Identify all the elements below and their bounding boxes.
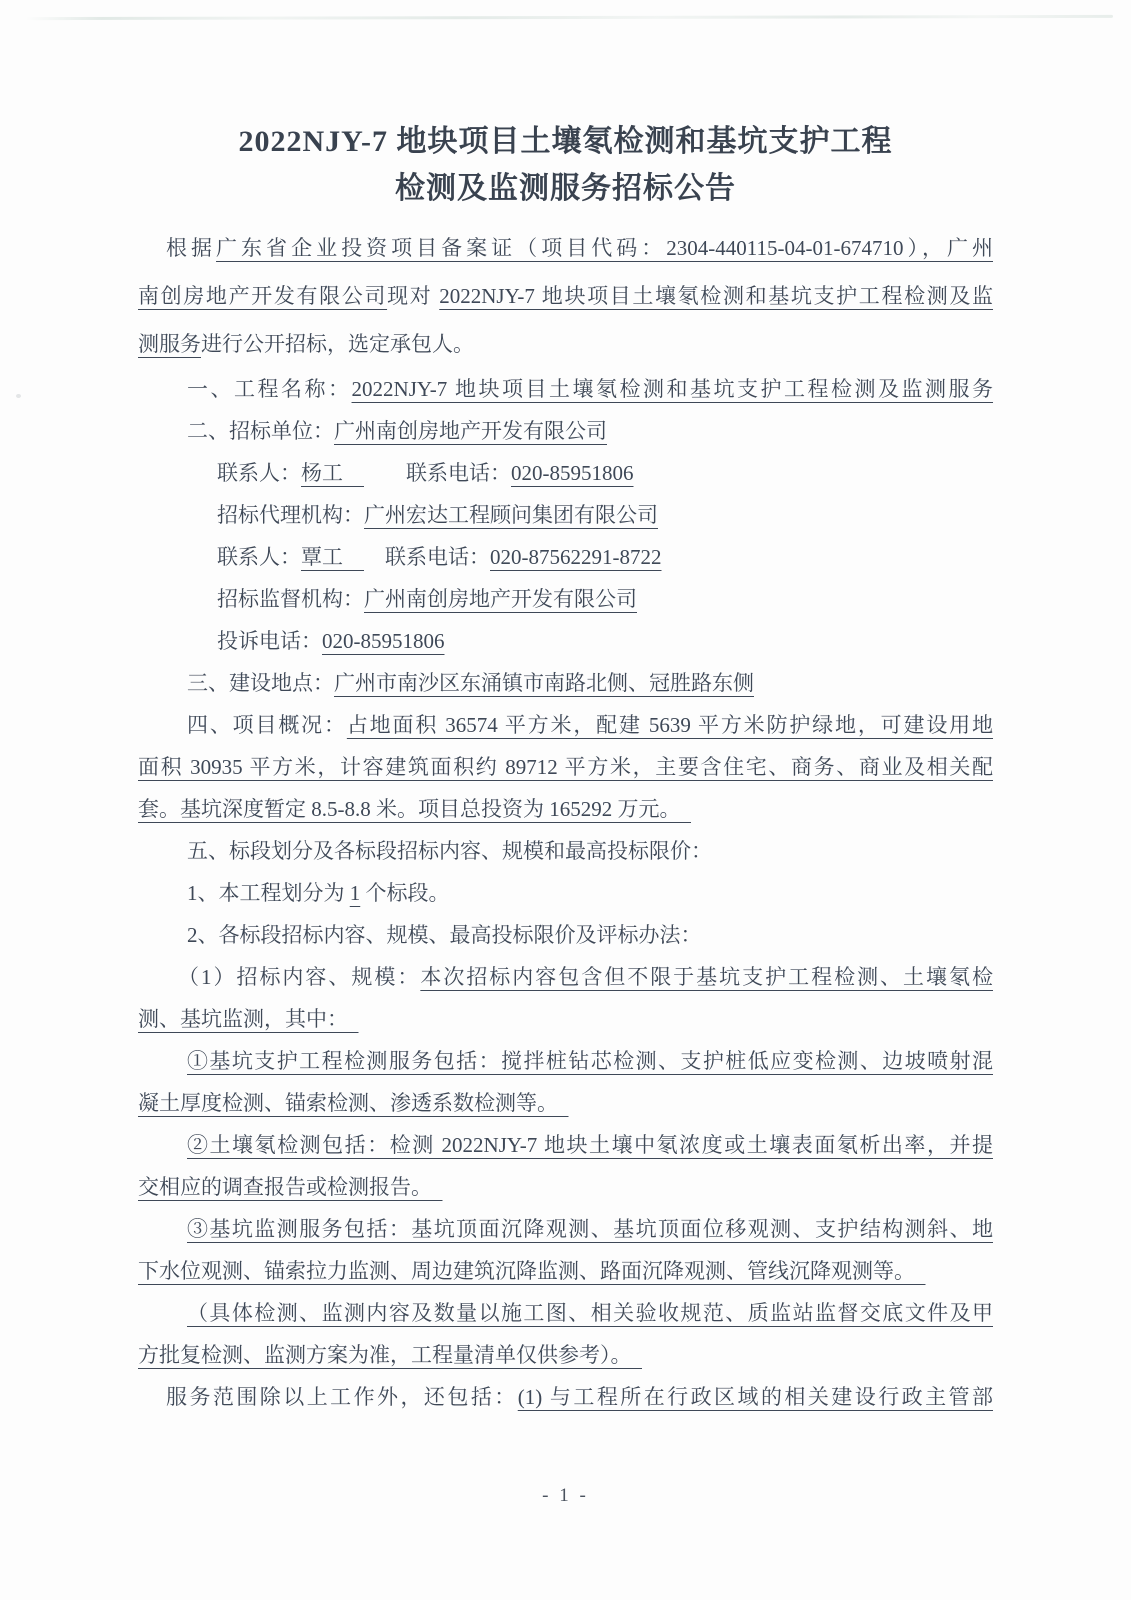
- document-title: [0, 0, 1131, 212]
- underlined-text: （具体检测、监测内容及数量以施工图、相关验收规范、质监站监督交底文件及甲: [187, 1301, 993, 1325]
- text-line: [138, 1208, 993, 1250]
- underlined-text: 广州南创房地产开发有限公司: [334, 419, 607, 443]
- plain-text: 2、各标段招标内容、规模、最高投标限价及评标办法：: [187, 923, 702, 947]
- plain-text: 1、本工程划分为: [187, 881, 350, 905]
- underlined-text: 2022NJY-7 地块项目土壤氡检测和基坑支护工程检测及监: [439, 284, 994, 308]
- underlined-text: 测服务: [138, 332, 201, 356]
- plain-text: 五、标段划分及各标段招标内容、规模和最高投标限价：: [187, 839, 712, 863]
- plain-text: 联系电话：: [364, 545, 490, 569]
- underlined-text: 2022NJY-7 地块项目土壤氡检测和基坑支护工程检测及监测服务: [351, 377, 994, 401]
- plain-text: 招标监督机构：: [217, 587, 364, 611]
- text-line: [138, 224, 993, 272]
- underlined-text: 广东省企业投资项目备案证（项目代码：2304-440115-04-01-674710），广州: [216, 236, 993, 260]
- underlined-text: 020-87562291-8722: [490, 545, 662, 569]
- text-line: [138, 704, 993, 746]
- plain-text: 一、工程名称：: [187, 377, 352, 401]
- underlined-text: 1: [349, 881, 361, 905]
- underlined-text: 广州南创房地产开发有限公司: [364, 587, 637, 611]
- page-number: - 1 -: [542, 1485, 589, 1506]
- underlined-text: 方批复检测、监测方案为准，工程量清单仅供参考）。: [138, 1343, 642, 1367]
- underlined-text: 交相应的调查报告或检测报告。: [138, 1175, 443, 1199]
- text-line: [138, 1376, 993, 1418]
- text-line: [138, 1124, 993, 1166]
- underlined-text: 020-85951806: [322, 629, 445, 653]
- underlined-text: 凝土厚度检测、锚索检测、渗透系数检测等。: [138, 1091, 569, 1115]
- plain-text: 进行公开招标，选定承包人。: [201, 332, 474, 356]
- underlined-text: 下水位观测、锚索拉力监测、周边建筑沉降监测、路面沉降观测、管线沉降观测等。: [138, 1259, 926, 1283]
- text-line: [138, 956, 993, 998]
- scan-speck: [16, 394, 21, 398]
- underlined-text: 覃工: [301, 545, 364, 569]
- text-line: [138, 1334, 993, 1376]
- plain-text: 四、项目概况：: [187, 713, 347, 737]
- underlined-text: 020-85951806: [511, 461, 634, 485]
- underlined-text: ②土壤氡检测包括：检测 2022NJY-7 地块土壤中氡浓度或土壤表面氡析出率，并提: [187, 1133, 993, 1157]
- title-line-1: 2022NJY-7 地块项目土壤氡检测和基坑支护工程: [238, 125, 893, 158]
- text-line: [138, 410, 993, 452]
- text-line: [138, 620, 993, 662]
- text-line: [138, 494, 993, 536]
- underlined-text: 占地面积 36574 平方米，配建 5639 平方米防护绿地，可建设用地: [346, 713, 994, 737]
- text-line: [138, 1082, 993, 1124]
- text-line: [138, 368, 993, 410]
- underlined-text: 套。基坑深度暂定 8.5-8.8 米。项目总投资为 165292 万元。: [138, 797, 691, 821]
- text-line: [138, 536, 993, 578]
- text-line: [138, 998, 993, 1040]
- underlined-text: 广州宏达工程顾问集团有限公司: [364, 503, 658, 527]
- plain-text: 服务范围除以上工作外，还包括：: [166, 1385, 518, 1409]
- underlined-text: 杨工: [301, 461, 364, 485]
- text-line: [138, 830, 993, 872]
- text-line: [138, 1040, 993, 1082]
- underlined-text: 面积 30935 平方米，计容建筑面积约 89712 平方米，主要含住宅、商务、商业及相关配: [138, 755, 993, 779]
- text-line: [138, 662, 993, 704]
- text-line: [138, 272, 993, 320]
- plain-text: 联系人：: [217, 461, 301, 485]
- text-line: [138, 320, 993, 368]
- plain-text: 投诉电话：: [217, 629, 322, 653]
- document-body: [138, 224, 993, 1418]
- text-line: [138, 578, 993, 620]
- plain-text: （1）招标内容、规模：: [178, 965, 421, 989]
- underlined-text: 测、基坑监测，其中：: [138, 1007, 359, 1031]
- plain-text: 招标代理机构：: [217, 503, 364, 527]
- underlined-text: (1) 与工程所在行政区域的相关建设行政主管部: [517, 1385, 993, 1409]
- underlined-text: 广州市南沙区东涌镇市南路北侧、冠胜路东侧: [334, 671, 754, 695]
- text-line: [138, 746, 993, 788]
- text-line: [138, 788, 993, 830]
- underlined-text: 南创房地产开发有限公司: [138, 284, 388, 308]
- underlined-text: ①基坑支护工程检测服务包括：搅拌桩钻芯检测、支护桩低应变检测、边坡喷射混: [187, 1049, 993, 1073]
- plain-text: 个标段。: [360, 881, 450, 905]
- plain-text: 联系电话：: [364, 461, 511, 485]
- text-line: [138, 1166, 993, 1208]
- text-line: [138, 452, 993, 494]
- text-line: [138, 872, 993, 914]
- underlined-text: ③基坑监测服务包括：基坑顶面沉降观测、基坑顶面位移观测、支护结构测斜、地: [187, 1217, 993, 1241]
- plain-text: 现对: [387, 284, 440, 308]
- text-line: [138, 1292, 993, 1334]
- plain-text: 联系人：: [217, 545, 301, 569]
- plain-text: 二、招标单位：: [187, 419, 334, 443]
- plain-text: 根据: [166, 236, 217, 260]
- text-line: [138, 1250, 993, 1292]
- plain-text: 三、建设地点：: [187, 671, 334, 695]
- underlined-text: 本次招标内容包含但不限于基坑支护工程检测、土壤氡检: [420, 965, 993, 989]
- title-line-2: 检测及监测服务招标公告: [395, 172, 736, 205]
- text-line: [138, 914, 993, 956]
